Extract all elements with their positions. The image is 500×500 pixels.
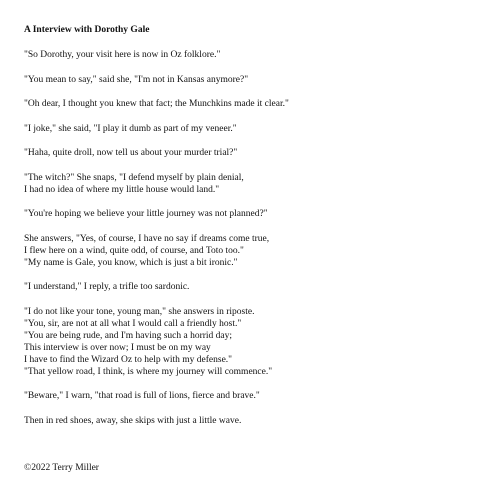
poem-line: "Beware," I warn, "that road is full of lions, fierce and brave." [24,391,260,401]
poem-line: "So Dorothy, your visit here is now in Oz folklore." [24,50,221,60]
stanza [24,98,484,110]
stanza [24,74,484,86]
poem-line: "Oh dear, I thought you knew that fact; the Munchkins made it clear." [24,99,289,109]
poem-line: "You, sir, are not at all what I would call a friendly host." [24,318,242,329]
poem-line: This interview is over now; I must be on my way [24,342,211,353]
stanza [24,281,484,293]
document-title: A Interview with Dorothy Gale [24,25,150,35]
poem-line: I flew here on a wind, quite odd, of course, and Toto too." [24,245,244,256]
poem-line: "You're hoping we believe your little journey was not planned?" [24,209,268,219]
poem-line: "You are being rude, and I'm having such a horrid day; [24,330,233,341]
document-page [24,24,484,439]
copyright-notice: ©2022 Terry Miller [24,463,99,473]
poem-line: I had no idea of where my little house would land." [24,184,220,195]
stanza [24,147,484,159]
poem-line: "I understand," I reply, a trifle too sardonic. [24,282,190,292]
poem-line: I have to find the Wizard Oz to help with my defense." [24,354,233,365]
poem-line: "You mean to say," said she, "I'm not in Kansas anymore?" [24,74,249,85]
poem-line: "My name is Gale, you know, which is just a bit ironic." [24,257,238,268]
poem-line: "Haha, quite droll, now tell us about your murder trial?" [24,148,238,158]
poem-line: Then in red shoes, away, she skips with just a little wave. [24,415,242,426]
stanza [24,49,484,61]
poem-line: She answers, "Yes, of course, I have no say if dreams come true, [24,233,270,244]
stanza [24,172,484,196]
stanza [24,415,484,427]
stanza [24,390,484,402]
poem-line: "I joke," she said, "I play it dumb as part of my veneer." [24,123,237,134]
poem-line: "The witch?" She snaps, "I defend myself by plain denial, [24,172,244,183]
poem-line: "I do not like your tone, young man," she answers in riposte. [24,306,255,317]
poem-line: "That yellow road, I think, is where my journey will commence." [24,366,273,377]
stanza [24,123,484,135]
stanza [24,208,484,220]
stanza [24,233,484,269]
stanza [24,306,484,378]
